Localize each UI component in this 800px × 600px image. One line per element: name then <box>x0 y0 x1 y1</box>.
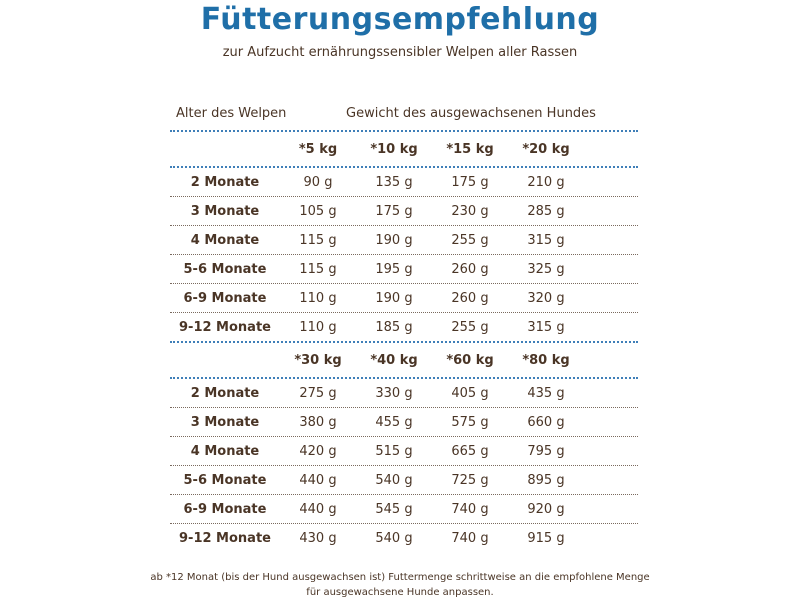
amount-cell: 440 g <box>299 501 337 517</box>
footnote <box>0 570 800 600</box>
amount-cell: 540 g <box>375 472 413 488</box>
amount-cell: 255 g <box>451 319 489 335</box>
amount-cell: 185 g <box>375 319 413 335</box>
amount-cell: 740 g <box>451 501 489 517</box>
age-cell: 4 Monate <box>190 232 260 248</box>
amount-cell: 260 g <box>451 290 489 306</box>
amount-cell: 175 g <box>451 174 489 190</box>
amount-cell: 435 g <box>527 385 565 401</box>
table-row <box>170 313 638 341</box>
age-cell: 9-12 Monate <box>179 319 271 335</box>
amount-cell: 380 g <box>299 414 337 430</box>
amount-cell: 175 g <box>375 203 413 219</box>
amount-cell: 110 g <box>299 290 337 306</box>
amount-cell: 915 g <box>527 530 565 546</box>
age-cell: 2 Monate <box>190 385 260 401</box>
weight-header-cell: *15 kg <box>446 141 494 157</box>
table-row <box>170 437 638 465</box>
amount-cell: 575 g <box>451 414 489 430</box>
amount-cell: 135 g <box>375 174 413 190</box>
amount-cell: 210 g <box>527 174 565 190</box>
weight-header-cell: *5 kg <box>298 141 338 157</box>
amount-cell: 660 g <box>527 414 565 430</box>
amount-cell: 190 g <box>375 290 413 306</box>
table-row <box>170 466 638 494</box>
header-weight: Gewicht des ausgewachsenen Hundes <box>346 106 596 121</box>
amount-cell: 795 g <box>527 443 565 459</box>
weight-header-row <box>170 343 638 377</box>
age-cell: 6-9 Monate <box>183 501 267 517</box>
weight-header-cell: *10 kg <box>370 141 418 157</box>
age-cell: 5-6 Monate <box>183 472 267 488</box>
amount-cell: 430 g <box>299 530 337 546</box>
age-cell: 3 Monate <box>190 203 260 219</box>
age-cell: 2 Monate <box>190 174 260 190</box>
amount-cell: 315 g <box>527 232 565 248</box>
weight-header-cell: *60 kg <box>446 352 494 368</box>
amount-cell: 230 g <box>451 203 489 219</box>
amount-cell: 895 g <box>527 472 565 488</box>
amount-cell: 515 g <box>375 443 413 459</box>
amount-cell: 285 g <box>527 203 565 219</box>
table-row <box>170 408 638 436</box>
amount-cell: 665 g <box>451 443 489 459</box>
amount-cell: 190 g <box>375 232 413 248</box>
amount-cell: 330 g <box>375 385 413 401</box>
amount-cell: 920 g <box>527 501 565 517</box>
table-row <box>170 197 638 225</box>
amount-cell: 195 g <box>375 261 413 277</box>
weight-header-cell: *30 kg <box>294 352 342 368</box>
amount-cell: 315 g <box>527 319 565 335</box>
table-row <box>170 379 638 407</box>
amount-cell: 260 g <box>451 261 489 277</box>
amount-cell: 725 g <box>451 472 489 488</box>
table-row <box>170 284 638 312</box>
weight-header-cell: *80 kg <box>522 352 570 368</box>
table-row <box>170 495 638 523</box>
age-cell: 3 Monate <box>190 414 260 430</box>
amount-cell: 405 g <box>451 385 489 401</box>
amount-cell: 115 g <box>299 261 337 277</box>
table-row <box>170 168 638 196</box>
page-subtitle: zur Aufzucht ernährungssensibler Welpen aller Rassen <box>222 45 578 60</box>
table-row <box>170 524 638 552</box>
page-title: Fütterungsempfehlung <box>200 2 600 37</box>
header-age: Alter des Welpen <box>176 106 287 121</box>
weight-header-cell: *20 kg <box>522 141 570 157</box>
amount-cell: 545 g <box>375 501 413 517</box>
footnote-line-1: ab *12 Monat (bis der Hund ausgewachsen ist) Futtermenge schrittweise an die empfohlene Menge <box>150 572 650 583</box>
age-cell: 5-6 Monate <box>183 261 267 277</box>
table-row <box>170 226 638 254</box>
amount-cell: 255 g <box>451 232 489 248</box>
table-row <box>170 255 638 283</box>
amount-cell: 275 g <box>299 385 337 401</box>
feeding-table <box>170 130 638 552</box>
amount-cell: 440 g <box>299 472 337 488</box>
amount-cell: 115 g <box>299 232 337 248</box>
amount-cell: 420 g <box>299 443 337 459</box>
amount-cell: 325 g <box>527 261 565 277</box>
amount-cell: 455 g <box>375 414 413 430</box>
age-cell: 9-12 Monate <box>179 530 271 546</box>
amount-cell: 105 g <box>299 203 337 219</box>
age-cell: 4 Monate <box>190 443 260 459</box>
amount-cell: 90 g <box>303 174 333 190</box>
footnote-line-2: für ausgewachsene Hunde anpassen. <box>306 587 494 598</box>
weight-header-row <box>170 132 638 166</box>
amount-cell: 740 g <box>451 530 489 546</box>
amount-cell: 110 g <box>299 319 337 335</box>
amount-cell: 540 g <box>375 530 413 546</box>
weight-header-cell: *40 kg <box>370 352 418 368</box>
amount-cell: 320 g <box>527 290 565 306</box>
age-cell: 6-9 Monate <box>183 290 267 306</box>
